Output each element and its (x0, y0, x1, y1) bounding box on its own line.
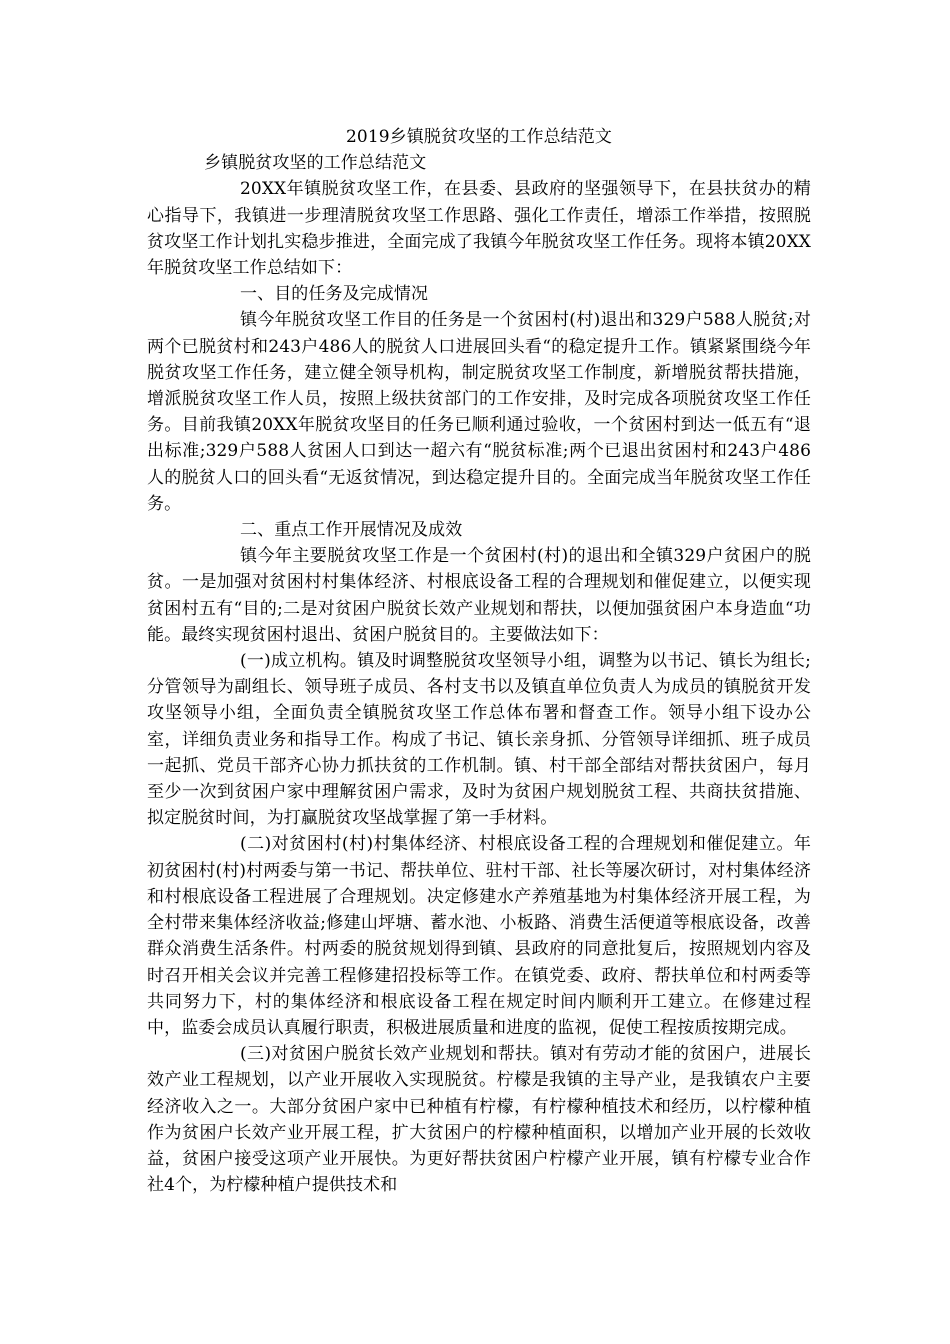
item-2-paragraph: (二)对贫困村(村)村集体经济、村根底设备工程的合理规划和催促建立。年初贫困村(村)村两委与第一书记、帮扶单位、驻村干部、社长等屡次研讨，对村集体经济和村根底设备工程进展了合理规划。决定修建水产养殖基地为村集体经济开展工程，为全村带来集体经济收益;修建山坪塘、蓄水池、小板路、消费生活便道等根底设备，改善群众消费生活条件。村两委的脱贫规划得到镇、县政府的同意批复后，按照规划内容及时召开相关会议并完善工程修建招投标等工作。在镇党委、政府、帮扶单位和村两委等共同努力下，村的集体经济和根底设备工程在规定时间内顺利开工建立。在修建过程中，监委会成员认真履行职责，积极进展质量和进度的监视，促使工程按质按期完成。 (147, 834, 811, 1038)
section-2-paragraph: 镇今年主要脱贫攻坚工作是一个贫困村(村)的退出和全镇329户贫困户的脱贫。一是加强对贫困村村集体经济、村根底设备工程的合理规划和催促建立，以便实现贫困村五有“目的;二是对贫困户脱贫长效产业规划和帮扶，以便加强贫困户本身造血“功能。最终实现贫困村退出、贫困户脱贫目的。主要做法如下： (147, 546, 811, 645)
section-heading-2: 二、重点工作开展情况及成效 (240, 520, 463, 541)
section-heading-1: 一、目的任务及完成情况 (240, 284, 429, 305)
item-3-paragraph: (三)对贫困户脱贫长效产业规划和帮扶。镇对有劳动才能的贫困户，进展长效产业工程规划，以产业开展收入实现脱贫。柠檬是我镇的主导产业，是我镇农户主要经济收入之一。大部分贫困户家中已种植有柠檬，有柠檬种植技术和经历，以柠檬种植作为贫困户长效产业开展工程，扩大贫困户的柠檬种植面积，以增加产业开展的长效收益，贫困户接受这项产业开展快。为更好帮扶贫困户柠檬产业开展，镇有柠檬专业合作社4个，为柠檬种植户提供技术和 (147, 1044, 811, 1196)
document-page (147, 124, 811, 1198)
document-subtitle: 乡镇脱贫攻坚的工作总结范文 (204, 153, 427, 174)
item-1-paragraph: (一)成立机构。镇及时调整脱贫攻坚领导小组，调整为以书记、镇长为组长;分管领导为副组长、领导班子成员、各村支书以及镇直单位负责人为成员的镇脱贫开发攻坚领导小组，全面负责全镇脱贫攻坚工作总体布署和督查工作。领导小组下设办公室，详细负责业务和指导工作。构成了书记、镇长亲身抓、分管领导详细抓、班子成员一起抓、党员干部齐心协力抓扶贫的工作机制。镇、村干部全部结对帮扶贫困户，每月至少一次到贫困户家中理解贫困户需求，及时为贫困户规划脱贫工程、共商扶贫措施、拟定脱贫时间，为打赢脱贫攻坚战掌握了第一手材料。 (147, 651, 811, 829)
section-1-paragraph: 镇今年脱贫攻坚工作目的任务是一个贫困村(村)退出和329户588人脱贫;对两个已脱贫村和243户486人的脱贫人口进展回头看“的稳定提升工作。镇紧紧围绕今年脱贫攻坚工作任务，建立健全领导机构，制定脱贫攻坚工作制度，新增脱贫帮扶措施，增派脱贫攻坚工作人员，按照上级扶贫部门的工作安排，及时完成各项脱贫攻坚工作任务。目前我镇20XX年脱贫攻坚目的任务已顺利通过验收，一个贫困村到达一低五有“退出标准;329户588人贫困人口到达一超六有“脱贫标准;两个已退出贫困村和243户486人的脱贫人口的回头看“无返贫情况，到达稳定提升目的。全面完成当年脱贫攻坚工作任务。 (147, 310, 811, 514)
intro-paragraph: 20XX年镇脱贫攻坚工作，在县委、县政府的坚强领导下，在县扶贫办的精心指导下，我镇进一步理清脱贫攻坚工作思路、强化工作责任，增添工作举措，按照脱贫攻坚工作计划扎实稳步推进，全面完成了我镇今年脱贫攻坚工作任务。现将本镇20XX年脱贫攻坚工作总结如下： (147, 179, 811, 279)
document-title: 2019乡镇脱贫攻坚的工作总结范文 (346, 127, 612, 147)
